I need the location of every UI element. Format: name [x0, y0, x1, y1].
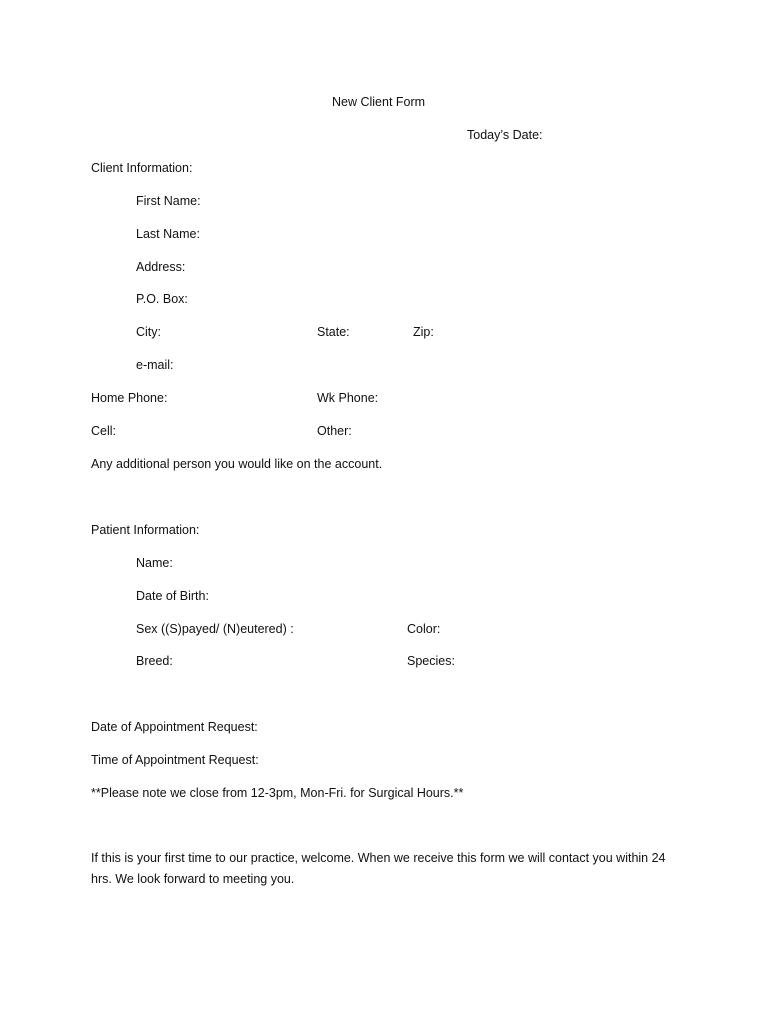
po-box-label: P.O. Box:: [136, 292, 188, 306]
closing-message: If this is your first time to our practice, welcome. When we receive this form we will contact you within 24 hrs. We look forward to meeting you.: [91, 851, 666, 886]
patient-name-label: Name:: [136, 556, 173, 570]
home-phone-label: Home Phone:: [91, 391, 168, 405]
address-label: Address:: [136, 260, 186, 274]
last-name-label: Last Name:: [136, 227, 200, 241]
appointment-time-label: Time of Appointment Request:: [91, 753, 259, 767]
form-title: New Client Form: [332, 95, 426, 109]
patient-information-heading: Patient Information:: [91, 523, 200, 537]
email-label: e-mail:: [136, 358, 174, 372]
surgical-hours-note: **Please note we close from 12-3pm, Mon-Fri. for Surgical Hours.**: [91, 786, 464, 800]
species-label: Species:: [407, 654, 455, 668]
cell-label: Cell:: [91, 424, 117, 438]
state-label: State:: [317, 325, 350, 339]
wk-phone-label: Wk Phone:: [317, 391, 379, 405]
sex-label: Sex ((S)payed/ (N)eutered) :: [136, 622, 294, 636]
zip-label: Zip:: [413, 325, 434, 339]
city-label: City:: [136, 325, 161, 339]
todays-date-label: Today’s Date:: [467, 128, 543, 142]
other-label: Other:: [317, 424, 352, 438]
color-label: Color:: [407, 622, 441, 636]
additional-person-text: Any additional person you would like on the account.: [91, 457, 383, 471]
client-information-heading: Client Information:: [91, 161, 193, 175]
first-name-label: First Name:: [136, 194, 201, 208]
date-of-birth-label: Date of Birth:: [136, 589, 209, 603]
breed-label: Breed:: [136, 654, 173, 668]
appointment-date-label: Date of Appointment Request:: [91, 720, 258, 734]
